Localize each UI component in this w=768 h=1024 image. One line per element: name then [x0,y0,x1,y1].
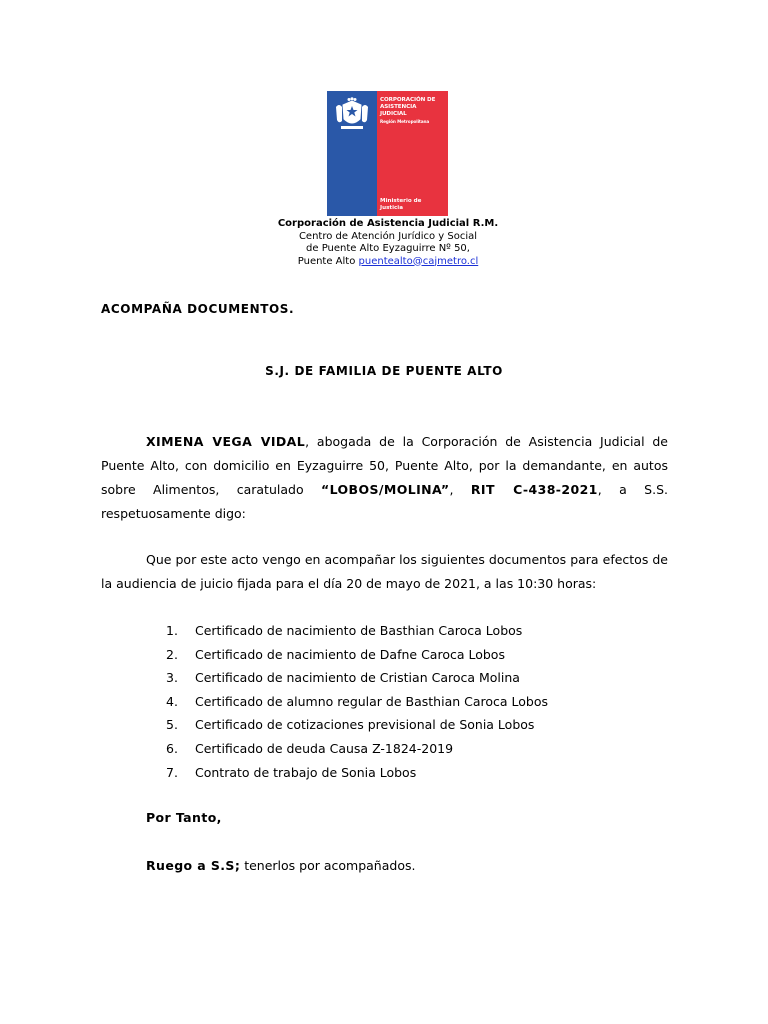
document-subject: ACOMPAÑA DOCUMENTOS. [101,302,295,316]
list-item-number: 1. [166,623,178,638]
institution-logo [327,91,448,216]
closing-request-bold: Ruego a S.S; [146,858,241,873]
closing-request-text: tenerlos por acompañados. [240,858,416,873]
case-rit: RIT C-438-2021 [470,482,598,497]
list-item [166,761,548,785]
logo-corp-text: CORPORACIÓN DE ASISTENCIA JUDICIAL Región Metropolitana [380,97,436,124]
letterhead-line-2: Centro de Atención Jurídico y Social [298,230,478,242]
attorney-name: XIMENA VEGA VIDAL [146,434,306,449]
chile-coat-of-arms-icon [333,97,371,133]
list-item [166,643,548,667]
list-item [166,713,548,737]
email-link[interactable]: puentealto@cajmetro.cl [358,255,479,267]
list-item-text: Certificado de deuda Causa Z-1824-2019 [195,740,454,756]
logo-red-panel [377,91,448,216]
case-caption: “LOBOS/MOLINA” [320,482,450,497]
list-item-text: Certificado de nacimiento de Dafne Caroca Lobos [195,646,505,662]
logo-ministry-text: Ministerio de Justicia [380,198,422,211]
org-name: Corporación de Asistencia Judicial R.M. [277,218,499,229]
letterhead-line-4 [0,256,768,269]
closing-request [146,858,415,873]
closing-por-tanto [146,810,222,825]
documents-list [166,619,548,784]
letterhead-line-3: de Puente Alto Eyzaguirre Nº 50, [306,243,470,254]
list-item-number: 6. [166,740,178,756]
request-text: Que por este acto vengo en acompañar los siguientes documentos para efectos de la audiencia de juicio fijada para el día 20 de mayo de 2021, a las 10:30 horas: [101,552,668,591]
city-label: Puente Alto [297,255,356,267]
list-item-number: 3. [166,670,178,686]
intro-text-a: , abogada de la Corporación de Asistencia Judicial de Puente Alto, con domicilio en Eyzaguirre 50, Puente Alto, por la demandante, en autos sobre Alimentos, caratulado [101,434,668,497]
list-item-text: Certificado de cotizaciones previsional de Sonia Lobos [195,717,535,733]
list-item [166,737,548,761]
list-item [166,690,548,714]
list-item [166,619,548,643]
court-heading: S.J. DE FAMILIA DE PUENTE ALTO [265,364,503,378]
list-item-number: 2. [166,646,178,662]
list-item-number: 5. [166,717,178,733]
list-item-text: Certificado de nacimiento de Cristian Caroca Molina [195,670,520,686]
list-item [166,666,548,690]
intro-paragraph [101,430,668,526]
logo-blue-panel [327,91,377,216]
list-item-text: Certificado de alumno regular de Basthian Caroca Lobos [195,693,549,709]
logo-region-text: Región Metropolitana [380,119,430,124]
intro-text-b: , [449,482,471,497]
list-item-number: 7. [166,764,178,780]
list-item-text: Contrato de trabajo de Sonia Lobos [195,764,417,780]
intro-text-c: , a S.S. respetuosamente digo: [101,482,668,521]
request-paragraph [101,548,668,596]
list-item-number: 4. [166,693,178,709]
letterhead [0,218,768,268]
list-item-text: Certificado de nacimiento de Basthian Caroca Lobos [195,623,523,638]
closing-por-tanto-text: Por Tanto, [146,810,222,825]
